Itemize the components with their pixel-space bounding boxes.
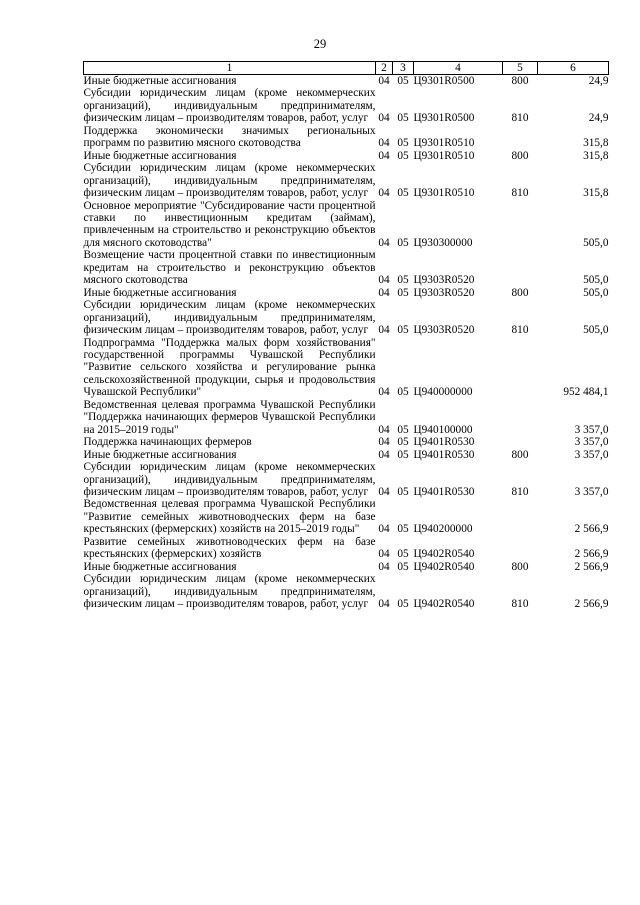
row-c6-cell: 3 357,0 bbox=[574, 448, 609, 461]
row-name-cell: Ведомственная целевая программа Чувашской Республики "Поддержка начинающих фермеров Чувашской Республики на 2015–2019 годы" bbox=[83, 398, 376, 436]
row-c5-cell: 810 bbox=[511, 187, 529, 200]
row-c3-cell: 05 bbox=[397, 137, 409, 150]
table-row bbox=[84, 399, 609, 436]
column-header-6: 6 bbox=[538, 62, 609, 75]
column-header-4: 4 bbox=[414, 62, 503, 75]
row-c6-cell: 3 357,0 bbox=[574, 485, 609, 498]
row-c2-cell: 04 bbox=[378, 149, 390, 162]
table-row bbox=[84, 299, 609, 336]
row-c4-cell: Ц9303R0520 bbox=[413, 286, 475, 299]
row-name-cell: Подпрограмма "Поддержка малых форм хозяйствования" государственной программы Чувашской Республики "Развитие сельского хозяйства и регулирование рынка сельскохозяйственной продукции, сырья и продовольствия Чувашской Республики" bbox=[83, 336, 376, 399]
row-c3-cell: 05 bbox=[397, 423, 409, 436]
row-c6-cell: 24,9 bbox=[588, 75, 609, 87]
row-c6-cell: 505,0 bbox=[583, 274, 609, 287]
row-c3-cell: 05 bbox=[397, 187, 409, 200]
row-name-cell: Субсидии юридическим лицам (кроме некоммерческих организаций), индивидуальным предпринимателям, физическим лицам – производителям товаров, работ, услуг bbox=[83, 299, 376, 337]
row-name-cell: Субсидии юридическим лицам (кроме некоммерческих организаций), индивидуальным предпринимателям, физическим лицам – производителям товаров, работ, услуг bbox=[83, 461, 376, 498]
row-c3-cell: 05 bbox=[397, 598, 409, 611]
row-c4-cell: Ц9301R0500 bbox=[413, 75, 475, 87]
table-row bbox=[84, 498, 609, 535]
row-name-cell: Развитие семейных животноводческих ферм на базе крестьянских (фермерских) хозяйств bbox=[83, 535, 376, 561]
row-c4-cell: Ц9303R0520 bbox=[413, 324, 475, 337]
table-row bbox=[84, 449, 609, 461]
row-c5-cell bbox=[503, 536, 538, 561]
row-c6-cell: 315,8 bbox=[583, 149, 609, 162]
column-header-5: 5 bbox=[503, 62, 538, 75]
row-c6-cell: 2 566,9 bbox=[574, 560, 609, 573]
table-row bbox=[84, 461, 609, 498]
row-c4-cell: Ц9301R0510 bbox=[413, 149, 475, 162]
row-c3-cell: 05 bbox=[397, 485, 409, 498]
row-name-cell: Иные бюджетные ассигнования bbox=[83, 149, 237, 162]
row-c4-cell: Ц9301R0510 bbox=[413, 187, 475, 200]
table-row bbox=[84, 337, 609, 399]
page-number: 29 bbox=[313, 37, 327, 51]
row-c3-cell: 05 bbox=[397, 548, 409, 561]
row-c5-cell: 800 bbox=[511, 560, 529, 573]
row-c2-cell: 04 bbox=[378, 324, 390, 337]
row-c5-cell bbox=[503, 249, 538, 286]
row-name-cell: Иные бюджетные ассигнования bbox=[83, 560, 237, 573]
row-c5-cell bbox=[503, 399, 538, 436]
row-c5-cell bbox=[503, 200, 538, 250]
row-c3-cell: 05 bbox=[397, 112, 409, 125]
row-c2-cell: 04 bbox=[378, 75, 390, 87]
row-c2-cell: 04 bbox=[378, 386, 390, 399]
row-c5-cell: 810 bbox=[511, 485, 529, 498]
row-c3-cell: 05 bbox=[397, 75, 409, 87]
row-c4-cell: Ц9402R0540 bbox=[413, 560, 475, 573]
row-c4-cell: Ц940200000 bbox=[413, 523, 473, 536]
row-c3-cell: 05 bbox=[397, 560, 409, 573]
row-c5-cell: 800 bbox=[511, 75, 529, 87]
row-c6-cell: 505,0 bbox=[583, 324, 609, 337]
table-row bbox=[84, 75, 609, 88]
row-c2-cell: 04 bbox=[378, 485, 390, 498]
row-c6-cell: 2 566,9 bbox=[574, 523, 609, 536]
row-name-cell: Ведомственная целевая программа Чувашской Республики "Развитие семейных животноводческих ферм на базе крестьянских (фермерских) хозяйств на 2015–2019 годы" bbox=[83, 498, 376, 536]
row-c2-cell: 04 bbox=[378, 548, 390, 561]
column-header-3: 3 bbox=[393, 62, 414, 75]
row-c2-cell: 04 bbox=[378, 187, 390, 200]
row-name-cell: Иные бюджетные ассигнования bbox=[83, 286, 237, 299]
row-c5-cell: 810 bbox=[511, 324, 529, 337]
row-c3-cell: 05 bbox=[397, 523, 409, 536]
row-c6-cell: 2 566,9 bbox=[574, 598, 609, 611]
table-row bbox=[84, 125, 609, 150]
table-row bbox=[84, 162, 609, 199]
row-c5-cell bbox=[503, 498, 538, 535]
table-row bbox=[84, 249, 609, 286]
row-c2-cell: 04 bbox=[378, 286, 390, 299]
column-header-1: 1 bbox=[84, 62, 376, 75]
row-c4-cell: Ц9401R0530 bbox=[413, 485, 475, 498]
row-c4-cell: Ц9402R0540 bbox=[413, 598, 475, 611]
row-c5-cell bbox=[503, 436, 538, 448]
row-c6-cell: 505,0 bbox=[583, 286, 609, 299]
row-c4-cell: Ц9301R0500 bbox=[413, 112, 475, 125]
row-c2-cell: 04 bbox=[378, 523, 390, 536]
row-c3-cell: 05 bbox=[397, 286, 409, 299]
table-row bbox=[84, 536, 609, 561]
row-name-cell: Иные бюджетные ассигнования bbox=[83, 448, 237, 461]
row-c2-cell: 04 bbox=[378, 598, 390, 611]
row-c6-cell: 505,0 bbox=[583, 236, 609, 249]
row-name-cell: Основное мероприятие "Субсидирование части процентной ставки по инвестиционным кредитам (займам), привлеченным на строительство и реконструкцию объектов для мясного скотоводства" bbox=[83, 199, 376, 249]
row-c6-cell: 315,8 bbox=[583, 137, 609, 150]
row-c6-cell: 3 357,0 bbox=[574, 423, 609, 436]
row-c5-cell: 800 bbox=[511, 286, 529, 299]
row-c4-cell: Ц940100000 bbox=[413, 423, 473, 436]
header-row bbox=[84, 62, 609, 75]
table-row bbox=[84, 287, 609, 299]
row-c2-cell: 04 bbox=[378, 236, 390, 249]
table-row bbox=[84, 436, 609, 448]
row-c4-cell: Ц9303R0520 bbox=[413, 274, 475, 287]
row-c5-cell: 800 bbox=[511, 149, 529, 162]
row-c3-cell: 05 bbox=[397, 324, 409, 337]
row-c2-cell: 04 bbox=[378, 436, 390, 449]
row-name-cell: Иные бюджетные ассигнования bbox=[83, 75, 237, 87]
row-c4-cell: Ц940000000 bbox=[413, 386, 473, 399]
budget-table bbox=[83, 61, 609, 610]
row-c2-cell: 04 bbox=[378, 137, 390, 150]
row-name-cell: Возмещение части процентной ставки по инвестиционным кредитам на строительство и реконструкцию объектов мясного скотоводства bbox=[83, 249, 376, 287]
row-name-cell: Поддержка начинающих фермеров bbox=[83, 436, 252, 449]
row-name-cell: Субсидии юридическим лицам (кроме некоммерческих организаций), индивидуальным предпринимателям, физическим лицам – производителям товаров, работ, услуг bbox=[83, 87, 376, 125]
row-c2-cell: 04 bbox=[378, 274, 390, 287]
table-row bbox=[84, 87, 609, 124]
row-name-cell: Поддержка экономически значимых региональных программ по развитию мясного скотоводства bbox=[83, 124, 376, 150]
row-c4-cell: Ц930300000 bbox=[413, 236, 473, 249]
row-c4-cell: Ц9402R0540 bbox=[413, 548, 475, 561]
row-c5-cell: 810 bbox=[511, 598, 529, 611]
row-c2-cell: 04 bbox=[378, 423, 390, 436]
table-row bbox=[84, 573, 609, 610]
column-header-2: 2 bbox=[376, 62, 393, 75]
row-c4-cell: Ц9401R0530 bbox=[413, 448, 475, 461]
row-c4-cell: Ц9301R0510 bbox=[413, 137, 475, 150]
row-name-cell: Субсидии юридическим лицам (кроме некоммерческих организаций), индивидуальным предпринимателям, физическим лицам – производителям товаров, работ, услуг bbox=[83, 573, 376, 611]
row-c3-cell: 05 bbox=[397, 386, 409, 399]
row-c6-cell: 315,8 bbox=[583, 187, 609, 200]
row-c6-cell: 952 484,1 bbox=[563, 386, 609, 399]
row-c3-cell: 05 bbox=[397, 236, 409, 249]
row-c2-cell: 04 bbox=[378, 560, 390, 573]
row-c3-cell: 05 bbox=[397, 149, 409, 162]
table-row bbox=[84, 561, 609, 573]
row-c5-cell: 800 bbox=[511, 448, 529, 461]
row-c3-cell: 05 bbox=[397, 274, 409, 287]
table-body bbox=[84, 75, 609, 611]
row-c3-cell: 05 bbox=[397, 448, 409, 461]
row-c2-cell: 04 bbox=[378, 112, 390, 125]
row-c6-cell: 2 566,9 bbox=[574, 548, 609, 561]
row-c3-cell: 05 bbox=[397, 436, 409, 449]
row-name-cell: Субсидии юридическим лицам (кроме некоммерческих организаций), индивидуальным предпринимателям, физическим лицам – производителям товаров, работ, услуг bbox=[83, 162, 376, 200]
row-c2-cell: 04 bbox=[378, 448, 390, 461]
row-c5-cell bbox=[503, 337, 538, 399]
table-row bbox=[84, 150, 609, 162]
row-c4-cell: Ц9401R0530 bbox=[413, 436, 475, 449]
row-c5-cell: 810 bbox=[511, 112, 529, 125]
row-c6-cell: 3 357,0 bbox=[574, 436, 609, 449]
row-c6-cell: 24,9 bbox=[588, 112, 609, 125]
table-row bbox=[84, 200, 609, 250]
row-c5-cell bbox=[503, 125, 538, 150]
